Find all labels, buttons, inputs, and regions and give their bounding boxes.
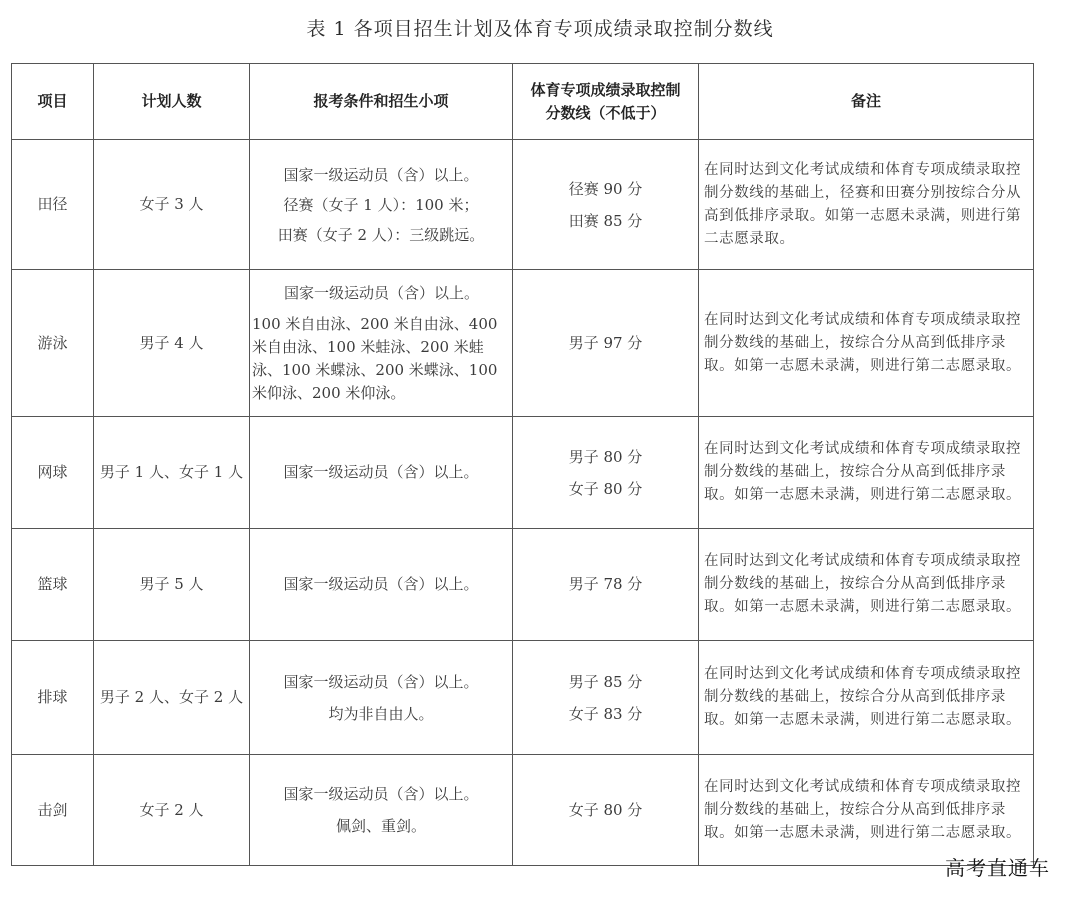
remark-cell: 在同时达到文化考试成绩和体育专项成绩录取控制分数线的基础上，径赛和田赛分别按综合分从高到低排序录取。如第一志愿未录满，则进行第二志愿录取。 (699, 140, 1034, 270)
condition-line: 国家一级运动员（含）以上。 (283, 575, 479, 593)
condition-line: 国家一级运动员（含）以上。 (283, 283, 479, 302)
remark-cell: 在同时达到文化考试成绩和体育专项成绩录取控制分数线的基础上，按综合分从高到低排序录取。如第一志愿未录满，则进行第二志愿录取。 (699, 529, 1034, 641)
plan-cell: 男子 2 人、女子 2 人 (94, 641, 250, 755)
condition-line: 国家一级运动员（含）以上。 (283, 785, 479, 803)
conditions-cell (250, 529, 513, 641)
admission-table (11, 63, 1034, 866)
table-row (12, 270, 1034, 417)
remark-cell: 在同时达到文化考试成绩和体育专项成绩录取控制分数线的基础上，按综合分从高到低排序录取。如第一志愿未录满，则进行第二志愿录取。 (699, 641, 1034, 755)
sport-cell: 排球 (12, 641, 94, 755)
score-line: 男子 78 分 (568, 575, 643, 593)
score-line: 男子 97 分 (568, 333, 643, 352)
conditions-cell (250, 140, 513, 270)
score-line: 男子 80 分 (568, 447, 643, 466)
header-score-line2: 分数线（不低于） (545, 103, 666, 122)
score-cell (513, 755, 699, 866)
score-line: 径赛 90 分 (568, 179, 643, 198)
table-row (12, 755, 1034, 866)
plan-cell: 女子 2 人 (94, 755, 250, 866)
conditions-cell (250, 755, 513, 866)
header-score (513, 64, 699, 140)
watermark-text: 高考直通车 (945, 856, 1050, 880)
header-sport: 项目 (12, 64, 94, 140)
plan-cell: 女子 3 人 (94, 140, 250, 270)
header-score-line1: 体育专项成绩录取控制 (530, 80, 681, 99)
score-line: 女子 80 分 (568, 479, 643, 498)
score-cell (513, 417, 699, 529)
condition-line: 国家一级运动员（含）以上。 (283, 672, 479, 691)
table-title: 表 1 各项目招生计划及体育专项成绩录取控制分数线 (306, 18, 774, 40)
plan-cell: 男子 4 人 (94, 270, 250, 417)
conditions-cell (250, 270, 513, 417)
condition-line: 田赛（女子 2 人）：三级跳远。 (277, 225, 485, 244)
sport-cell: 田径 (12, 140, 94, 270)
condition-line: 佩剑、重剑。 (335, 817, 426, 835)
condition-line: 径赛（女子 1 人）：100 米； (283, 195, 479, 214)
score-cell (513, 641, 699, 755)
condition-line: 国家一级运动员（含）以上。 (283, 463, 479, 481)
header-row (12, 64, 1034, 140)
table-row (12, 529, 1034, 641)
header-conditions: 报考条件和招生小项 (250, 64, 513, 140)
score-line: 女子 80 分 (568, 800, 643, 819)
condition-line: 国家一级运动员（含）以上。 (283, 165, 479, 184)
condition-line: 100 米自由泳、200 米自由泳、400 米自由泳、100 米蛙泳、200 米蛙泳、100 米蝶泳、200 米蝶泳、100 米仰泳、200 米仰泳。 (252, 314, 498, 402)
remark-cell: 在同时达到文化考试成绩和体育专项成绩录取控制分数线的基础上，按综合分从高到低排序录取。如第一志愿未录满，则进行第二志愿录取。 (699, 270, 1034, 417)
condition-line: 均为非自由人。 (328, 704, 434, 723)
conditions-cell (250, 641, 513, 755)
plan-cell: 男子 1 人、女子 1 人 (94, 417, 250, 529)
table-row (12, 140, 1034, 270)
sport-cell: 网球 (12, 417, 94, 529)
remark-cell: 在同时达到文化考试成绩和体育专项成绩录取控制分数线的基础上，按综合分从高到低排序录取。如第一志愿未录满，则进行第二志愿录取。 (699, 755, 1034, 866)
conditions-cell (250, 417, 513, 529)
header-plan: 计划人数 (94, 64, 250, 140)
score-line: 女子 83 分 (568, 704, 643, 723)
score-cell (513, 529, 699, 641)
score-line: 男子 85 分 (568, 672, 643, 691)
sport-cell: 击剑 (12, 755, 94, 866)
score-cell (513, 140, 699, 270)
sport-cell: 游泳 (12, 270, 94, 417)
table-row (12, 641, 1034, 755)
table-row (12, 417, 1034, 529)
sport-cell: 篮球 (12, 529, 94, 641)
plan-cell: 男子 5 人 (94, 529, 250, 641)
header-remark: 备注 (699, 64, 1034, 140)
remark-cell: 在同时达到文化考试成绩和体育专项成绩录取控制分数线的基础上，按综合分从高到低排序录取。如第一志愿未录满，则进行第二志愿录取。 (699, 417, 1034, 529)
score-line: 田赛 85 分 (568, 211, 643, 230)
score-cell (513, 270, 699, 417)
